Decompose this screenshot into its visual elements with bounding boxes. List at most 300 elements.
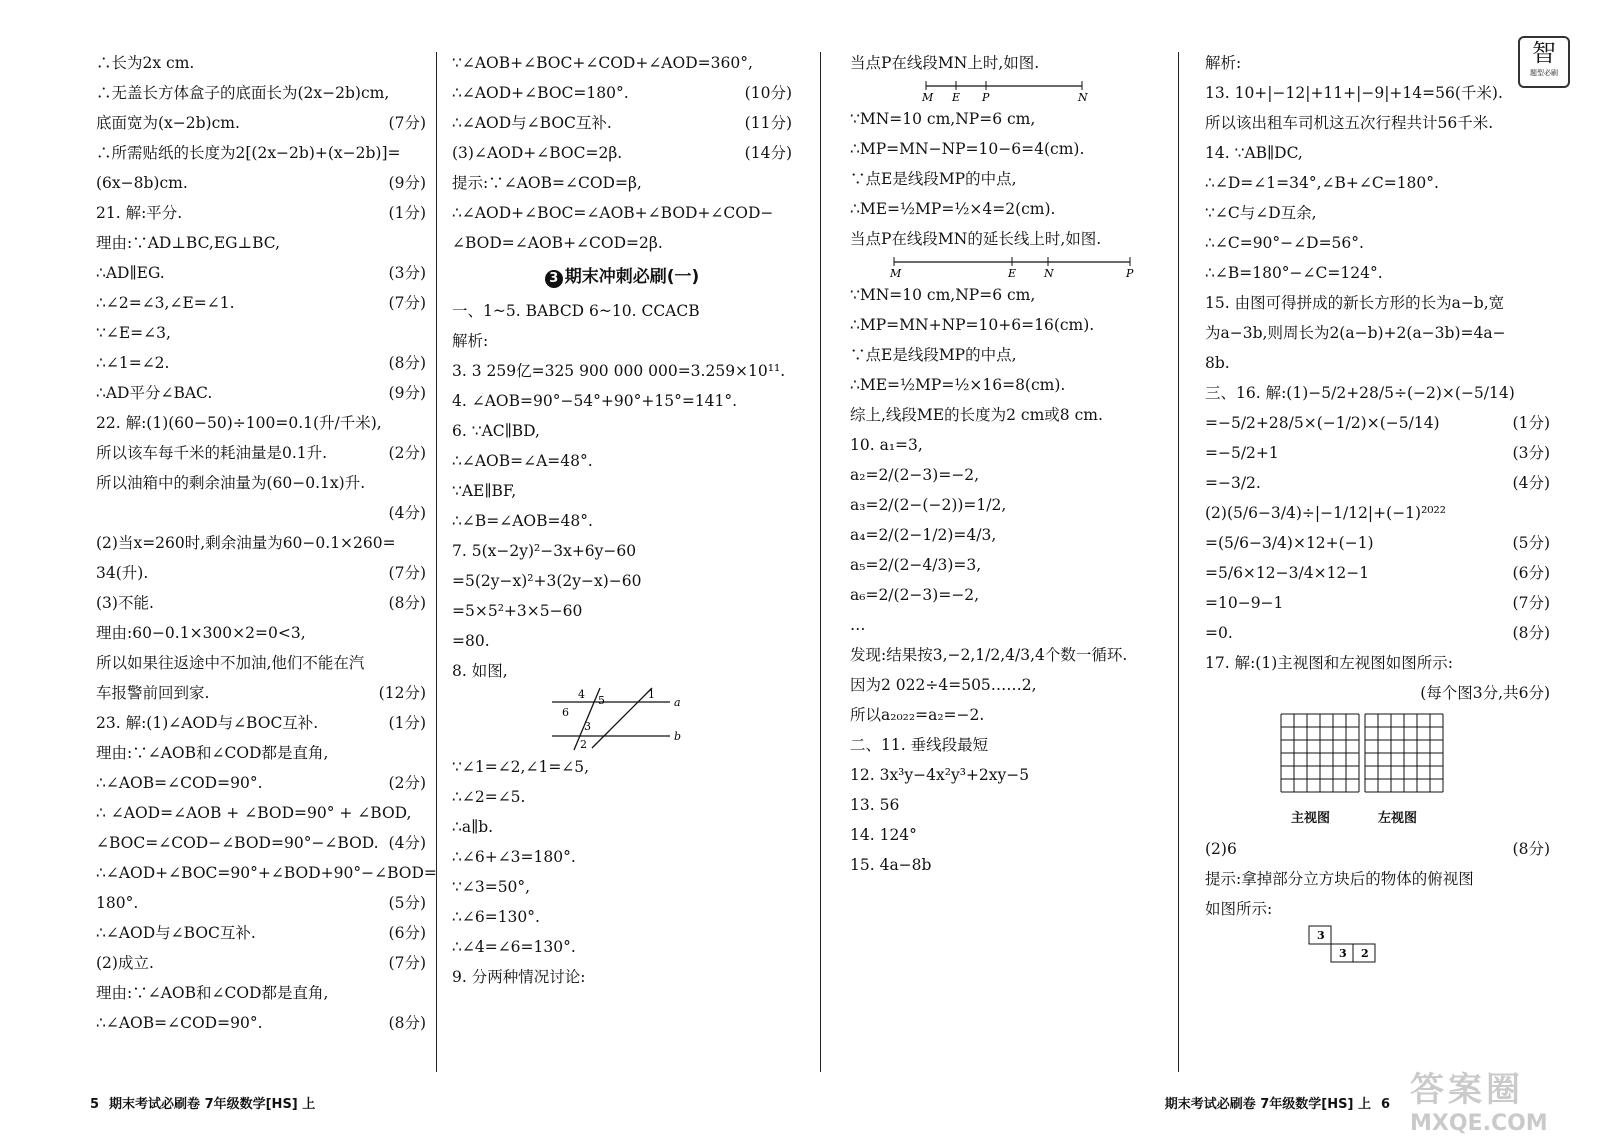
- text-line: [452, 326, 792, 356]
- line-text: ∴MP=MN+NP=10+6=16(cm).: [850, 316, 1095, 334]
- fig8-label: b: [674, 730, 682, 743]
- text-line: [850, 550, 1180, 580]
- footer-left: [90, 1093, 315, 1112]
- column-divider: [436, 52, 437, 1072]
- line-text: 14. ∵AB∥DC,: [1205, 144, 1303, 162]
- text-line: [96, 648, 426, 678]
- score-note: (7分): [388, 564, 426, 582]
- line-text: 车报警前回到家.: [96, 684, 210, 702]
- text-line: [850, 430, 1180, 460]
- text-line: [96, 618, 426, 648]
- left-view-grid: [1365, 714, 1443, 792]
- line-text: 7. 5(x−2y)²−3x+6y−60: [452, 542, 637, 560]
- text-line: [1205, 288, 1550, 318]
- logo-badge: [1518, 36, 1570, 88]
- score-note: (11分): [744, 114, 792, 132]
- line-text: 二、11. 垂线段最短: [850, 736, 989, 754]
- text-line: [1205, 438, 1550, 468]
- line-text: 所以如果往返途中不加油,他们不能在汽: [96, 654, 365, 672]
- line-text: ∴ ∠AOD=∠AOB + ∠BOD=90° + ∠BOD,: [96, 804, 412, 822]
- fig8-label: 2: [580, 738, 587, 751]
- line-text: ∴∠6=130°.: [452, 908, 540, 926]
- text-line: [850, 670, 1180, 700]
- line-text: 10. a₁=3,: [850, 436, 923, 454]
- column-4: [1205, 48, 1550, 964]
- main-view-grid: [1281, 714, 1359, 792]
- text-line: [96, 948, 426, 978]
- seg2-label: M: [890, 267, 902, 280]
- score-note: (3分): [388, 264, 426, 282]
- line-text: a₄=2/(2−1/2)=4/3,: [850, 526, 997, 544]
- line-text: 17. 解:(1)主视图和左视图如图所示:: [1205, 654, 1453, 672]
- text-line: [96, 438, 426, 468]
- text-line: [452, 48, 792, 78]
- score-note: (1分): [1512, 414, 1550, 432]
- text-line: [1205, 528, 1550, 558]
- text-line: [96, 138, 426, 168]
- line-text: 因为2 022÷4=505……2,: [850, 676, 1037, 694]
- text-line: [452, 446, 792, 476]
- text-line: [96, 528, 426, 558]
- fig8-label: 6: [562, 706, 569, 719]
- text-line: [850, 820, 1180, 850]
- watermark: [1410, 1062, 1580, 1136]
- line-text: ∴ME=½MP=½×16=8(cm).: [850, 376, 1066, 394]
- fig8-label: 1: [648, 688, 655, 701]
- text-line: [452, 416, 792, 446]
- score-note: (8分): [388, 354, 426, 372]
- score-note: (1分): [388, 714, 426, 732]
- text-line: [850, 850, 1180, 880]
- segment-svg-2: [850, 254, 1180, 280]
- line-text: ∴∠2=∠3,∠E=∠1.: [96, 294, 235, 312]
- score-note: (9分): [388, 384, 426, 402]
- text-line: [1205, 348, 1550, 378]
- score-note: (8分): [388, 594, 426, 612]
- line-text: ∴所需贴纸的长度为2[(2x−2b)+(x−2b)]=: [96, 144, 401, 162]
- text-line: [452, 78, 792, 108]
- score-note: (6分): [1512, 564, 1550, 582]
- text-line: [1205, 378, 1550, 408]
- line-text: ∴长为2x cm.: [96, 54, 195, 72]
- text-line: [96, 738, 426, 768]
- line-text: =80.: [452, 632, 490, 650]
- score-note: (4分): [1512, 474, 1550, 492]
- text-line: [452, 872, 792, 902]
- line-text: ∵∠3=50°,: [452, 878, 531, 896]
- score-note: (4分): [388, 834, 426, 852]
- score-note: (8分): [1512, 624, 1550, 642]
- line-text: 理由:∵∠AOB和∠COD都是直角,: [96, 984, 329, 1002]
- line-text: a₅=2/(2−4/3)=3,: [850, 556, 982, 574]
- line-text: ∴∠6+∠3=180°.: [452, 848, 576, 866]
- text-line: [96, 588, 426, 618]
- score-note: (10分): [744, 84, 792, 102]
- text-line: [1205, 834, 1550, 864]
- line-text: 14. 124°: [850, 826, 917, 844]
- line-text: ∵MN=10 cm,NP=6 cm,: [850, 286, 1036, 304]
- text-line: [96, 888, 426, 918]
- line-text: =−5/2+28/5×(−1/2)×(−5/14): [1205, 414, 1440, 432]
- text-line: [1205, 678, 1550, 708]
- line-text: a₆=2/(2−3)=−2,: [850, 586, 980, 604]
- text-line: [96, 348, 426, 378]
- text-line: [850, 760, 1180, 790]
- line-text: 23. 解:(1)∠AOD与∠BOC互补.: [96, 714, 319, 732]
- score-note: (5分): [388, 894, 426, 912]
- text-line: [96, 78, 426, 108]
- line-text: ∵∠C与∠D互余,: [1205, 204, 1317, 222]
- text-line: [850, 370, 1180, 400]
- line-text: ∴∠D=∠1=34°,∠B+∠C=180°.: [1205, 174, 1439, 192]
- line-text: 21. 解:平分.: [96, 204, 183, 222]
- line-text: 13. 10+|−12|+11+|−9|+14=56(千米).: [1205, 84, 1503, 102]
- text-line: [1205, 168, 1550, 198]
- score-note: (8分): [1512, 840, 1550, 858]
- line-text: ∵∠1=∠2,∠1=∠5,: [452, 758, 590, 776]
- page-number-left: 5: [90, 1097, 100, 1112]
- text-line: [850, 490, 1180, 520]
- line-text: ∴∠1=∠2.: [96, 354, 170, 372]
- footer-left-text: 期末考试必刷卷 7年级数学[HS] 上: [109, 1097, 316, 1112]
- score-note: (5分): [1512, 534, 1550, 552]
- logo-caption: 题型必刷: [1530, 69, 1558, 77]
- score-note: (3分): [1512, 444, 1550, 462]
- logo-glyph: 智: [1532, 39, 1556, 67]
- text-line: [452, 566, 792, 596]
- text-line: [96, 978, 426, 1008]
- text-line: [850, 730, 1180, 760]
- line-text: =−3/2.: [1205, 474, 1261, 492]
- seg1-label: N: [1078, 91, 1088, 104]
- text-line: [452, 386, 792, 416]
- line-text: ∴a∥b.: [452, 818, 494, 836]
- line-text: 发现:结果按3,−2,1/2,4/3,4个数一循环.: [850, 646, 1128, 664]
- score-note: (4分): [388, 504, 426, 522]
- text-line: [452, 536, 792, 566]
- score-note: (2分): [388, 774, 426, 792]
- text-line: [1205, 894, 1550, 924]
- col2-mid-block: [452, 296, 792, 686]
- fig8-label: 5: [598, 694, 605, 707]
- line-text: 所以该车每千米的耗油量是0.1升.: [96, 444, 328, 462]
- line-text: 所以油箱中的剩余油量为(60−0.1x)升.: [96, 474, 366, 492]
- text-line: [452, 596, 792, 626]
- line-text: 底面宽为(x−2b)cm.: [96, 114, 240, 132]
- line-text: 所以a₂₀₂₂=a₂=−2.: [850, 706, 985, 724]
- line-text: =5×5²+3×5−60: [452, 602, 583, 620]
- seg2-label: E: [1008, 267, 1017, 280]
- line-text: ∠BOD=∠AOB+∠COD=2β.: [452, 234, 663, 252]
- line-text: 理由:∵AD⊥BC,EG⊥BC,: [96, 234, 281, 252]
- text-line: [1205, 318, 1550, 348]
- seg2-label: P: [1126, 267, 1134, 280]
- text-line: [850, 400, 1180, 430]
- text-line: [850, 520, 1180, 550]
- text-line: [96, 858, 437, 888]
- view-captions: [1205, 804, 1550, 834]
- text-line: [1205, 864, 1550, 894]
- line-text: 提示:∵∠AOB=∠COD=β,: [452, 174, 642, 192]
- line-text: 15. 由图可得拼成的新长方形的长为a−b,宽: [1205, 294, 1505, 312]
- line-text: 三、16. 解:(1)−5/2+28/5÷(−2)×(−5/14): [1205, 384, 1515, 402]
- text-line: [96, 198, 426, 228]
- line-text: a₂=2/(2−3)=−2,: [850, 466, 980, 484]
- text-line: [452, 296, 792, 326]
- line-text: (3)不能.: [96, 594, 154, 612]
- text-line: [96, 288, 426, 318]
- text-line: [1205, 498, 1550, 528]
- line-text: 6. ∵AC∥BD,: [452, 422, 540, 440]
- text-line: [1205, 108, 1550, 138]
- score-note: (7分): [388, 294, 426, 312]
- score-note: (每个图3分,共6分): [1420, 684, 1550, 702]
- text-line: [1205, 198, 1550, 228]
- line-text: 理由:60−0.1×300×2=0<3,: [96, 624, 306, 642]
- line-text: ∠BOC=∠COD−∠BOD=90°−∠BOD.: [96, 834, 379, 852]
- line-text: 解析:: [452, 332, 489, 350]
- c3-line: ∴MP=MN−NP=10−6=4(cm).: [850, 140, 1085, 158]
- column-1: [96, 48, 437, 1038]
- text-line: [452, 932, 792, 962]
- c3-line: ∵点E是线段MP的中点,: [850, 170, 1017, 188]
- line-text: (3)∠AOD+∠BOC=2β.: [452, 144, 623, 162]
- text-line: [96, 468, 426, 498]
- line-text: ∴AD∥EG.: [96, 264, 165, 282]
- text-line: [850, 340, 1180, 370]
- text-line: [452, 626, 792, 656]
- line-text: =−5/2+1: [1205, 444, 1279, 462]
- score-note: (6分): [388, 924, 426, 942]
- line-text: 13. 56: [850, 796, 900, 814]
- topview-num: 2: [1361, 947, 1369, 960]
- text-line: [452, 962, 792, 992]
- topview-num: 3: [1339, 947, 1347, 960]
- line-text: 所以该出租车司机这五次行程共计56千米.: [1205, 114, 1494, 132]
- text-line: [850, 790, 1180, 820]
- line-text: 8. 如图,: [452, 662, 508, 680]
- text-line: [452, 108, 792, 138]
- seg1-label: E: [952, 91, 961, 104]
- c3-line: ∵MN=10 cm,NP=6 cm,: [850, 110, 1036, 128]
- line-text: (2)6: [1205, 840, 1237, 858]
- score-note: (12分): [378, 684, 426, 702]
- column-2: [452, 48, 792, 992]
- watermark-line2: MXQE.COM: [1410, 1111, 1548, 1136]
- column-divider: [1178, 52, 1179, 1072]
- line-text: 180°.: [96, 894, 139, 912]
- text-line: [452, 228, 792, 258]
- col2-top-block: [452, 48, 792, 258]
- segment-diagram-1: [850, 78, 1180, 104]
- score-note: (8分): [388, 1014, 426, 1032]
- text-line: [96, 798, 426, 828]
- text-line: [96, 408, 426, 438]
- text-line: [96, 558, 426, 588]
- section-title: 期末冲刺必刷(一): [564, 267, 700, 287]
- text-line: [96, 828, 426, 858]
- score-note: (7分): [388, 954, 426, 972]
- seg1-label: P: [982, 91, 990, 104]
- text-line: [850, 580, 1180, 610]
- text-line: [96, 498, 426, 528]
- text-line: [452, 656, 792, 686]
- text-line: [850, 280, 1180, 310]
- line-text: ∴∠B=180°−∠C=124°.: [1205, 264, 1383, 282]
- text-line: [96, 678, 426, 708]
- text-line: [850, 310, 1180, 340]
- text-line: [1205, 258, 1550, 288]
- text-line: [1205, 468, 1550, 498]
- line-text: 一、1~5. BABCD 6~10. CCACB: [452, 302, 700, 320]
- text-line: [96, 228, 426, 258]
- text-line: [1205, 588, 1550, 618]
- score-note: (1分): [388, 204, 426, 222]
- line-text: a₃=2/(2−(−2))=1/2,: [850, 496, 1007, 514]
- score-note: (14分): [744, 144, 792, 162]
- line-text: 提示:拿掉部分立方块后的物体的俯视图: [1205, 870, 1474, 888]
- col4-after: [1205, 834, 1550, 924]
- column-3: [850, 48, 1180, 880]
- seg2-label: N: [1044, 267, 1054, 280]
- text-line: [96, 768, 426, 798]
- col2-bottom-block: [452, 752, 792, 992]
- line-text: ∴∠AOD+∠BOC=90°+∠BOD+90°−∠BOD=: [96, 864, 437, 882]
- line-text: 为a−3b,则周长为2(a−b)+2(a−3b)=4a−: [1205, 324, 1506, 342]
- line-text: =10−9−1: [1205, 594, 1284, 612]
- text-line: [452, 812, 792, 842]
- line-text: ∵∠E=∠3,: [96, 324, 171, 342]
- text-line: [850, 610, 1180, 640]
- text-line: [1205, 138, 1550, 168]
- text-line: [452, 138, 792, 168]
- text-line: [452, 198, 792, 228]
- text-line: [452, 842, 792, 872]
- line-text: =5/6×12−3/4×12−1: [1205, 564, 1370, 582]
- seg1-label: M: [922, 91, 934, 104]
- line-text: 解析:: [1205, 54, 1242, 72]
- top-view-svg: [1205, 924, 1550, 964]
- line-text: ∴∠AOB=∠COD=90°.: [96, 1014, 263, 1032]
- line-text: =0.: [1205, 624, 1233, 642]
- line-text: (2)当x=260时,剩余油量为60−0.1×260=: [96, 534, 396, 552]
- segment-diagram-2: [850, 254, 1180, 280]
- line-text: 8b.: [1205, 354, 1230, 372]
- footer-right-text: 期末考试必刷卷 7年级数学[HS] 上: [1164, 1097, 1371, 1112]
- score-note: (7分): [388, 114, 426, 132]
- col4-block: [1205, 48, 1550, 708]
- c3-line: ∴ME=½MP=½×4=2(cm).: [850, 200, 1056, 218]
- text-line: [452, 168, 792, 198]
- text-line: [1205, 48, 1550, 78]
- line-text: ∴∠AOD与∠BOC互补.: [452, 114, 612, 132]
- line-text: ∴∠AOB=∠COD=90°.: [96, 774, 263, 792]
- text-line: [452, 476, 792, 506]
- top-view-figure: [1205, 924, 1550, 964]
- line-text: ∴∠AOB=∠A=48°.: [452, 452, 593, 470]
- figure-parallel-lines: [452, 686, 792, 752]
- text-line: [96, 258, 426, 288]
- text-line: [96, 708, 426, 738]
- text-line: [1205, 648, 1550, 678]
- text-line: [850, 700, 1180, 730]
- text-line: [850, 640, 1180, 670]
- line-text: =(5/6−3/4)×12+(−1): [1205, 534, 1374, 552]
- line-text: ∴AD平分∠BAC.: [96, 384, 213, 402]
- topview-num: 3: [1317, 929, 1325, 942]
- text-line: [1205, 408, 1550, 438]
- score-note: (9分): [388, 174, 426, 192]
- text-line: [452, 782, 792, 812]
- line-text: 15. 4a−8b: [850, 856, 932, 874]
- line-text: (2)(5/6−3/4)÷|−1/12|+(−1)²⁰²²: [1205, 504, 1446, 522]
- text-line: [1205, 78, 1550, 108]
- line-text: 3. 3 259亿=325 900 000 000=3.259×10¹¹.: [452, 362, 786, 380]
- line-text: =5(2y−x)²+3(2y−x)−60: [452, 572, 642, 590]
- line-text: ∴∠C=90°−∠D=56°.: [1205, 234, 1364, 252]
- line-text: 9. 分两种情况讨论:: [452, 968, 586, 986]
- views-figure: [1205, 708, 1550, 804]
- line-text: 12. 3x³y−4x²y³+2xy−5: [850, 766, 1030, 784]
- line-text: ∴∠2=∠5.: [452, 788, 526, 806]
- line-text: 理由:∵∠AOB和∠COD都是直角,: [96, 744, 329, 762]
- text-line: [96, 48, 426, 78]
- line-text: …: [850, 616, 866, 634]
- line-text: 如图所示:: [1205, 900, 1273, 918]
- line-text: (2)成立.: [96, 954, 154, 972]
- text-line: [452, 902, 792, 932]
- line-text: 4. ∠AOB=90°−54°+90°+15°=141°.: [452, 392, 738, 410]
- caption-main-view: 主视图: [1291, 811, 1331, 826]
- text-line: [452, 506, 792, 536]
- watermark-line1: 答案圈: [1410, 1070, 1524, 1110]
- c3-line: 当点P在线段MN上时,如图.: [850, 54, 1040, 72]
- page-number-right: 6: [1380, 1097, 1390, 1112]
- score-note: (7分): [1512, 594, 1550, 612]
- line-text: ∴∠B=∠AOB=48°.: [452, 512, 593, 530]
- text-line: [96, 168, 426, 198]
- text-line: [96, 1008, 426, 1038]
- section-number: 3: [545, 270, 563, 288]
- col3-rest: [850, 280, 1180, 880]
- fig8-label: 4: [578, 688, 585, 701]
- section-heading: [452, 262, 792, 292]
- line-text: ∴无盖长方体盒子的底面长为(2x−2b)cm,: [96, 84, 390, 102]
- line-text: ∴∠AOD与∠BOC互补.: [96, 924, 256, 942]
- fig8-label: 3: [584, 720, 591, 733]
- line-text: ∵点E是线段MP的中点,: [850, 346, 1017, 364]
- parallel-lines-diagram: [452, 686, 792, 752]
- text-line: [850, 460, 1180, 490]
- c3-line: 当点P在线段MN的延长线上时,如图.: [850, 230, 1102, 248]
- text-line: [452, 356, 792, 386]
- line-text: 22. 解:(1)(60−50)÷100=0.1(升/千米),: [96, 414, 382, 432]
- line-text: ∴∠AOD+∠BOC=∠AOB+∠BOD+∠COD−: [452, 204, 774, 222]
- text-line: [1205, 558, 1550, 588]
- line-text: ∵∠AOB+∠BOC+∠COD+∠AOD=360°,: [452, 54, 753, 72]
- line-text: ∵AE∥BF,: [452, 482, 517, 500]
- text-line: [1205, 228, 1550, 258]
- text-line: [96, 918, 426, 948]
- footer-right: [1165, 1093, 1400, 1112]
- line-text: 34(升).: [96, 564, 149, 582]
- text-line: [452, 752, 792, 782]
- line-text: ∴∠AOD+∠BOC=180°.: [452, 84, 629, 102]
- column-divider: [820, 52, 821, 1072]
- text-line: [96, 318, 426, 348]
- line-text: (6x−8b)cm.: [96, 174, 188, 192]
- text-line: [96, 378, 426, 408]
